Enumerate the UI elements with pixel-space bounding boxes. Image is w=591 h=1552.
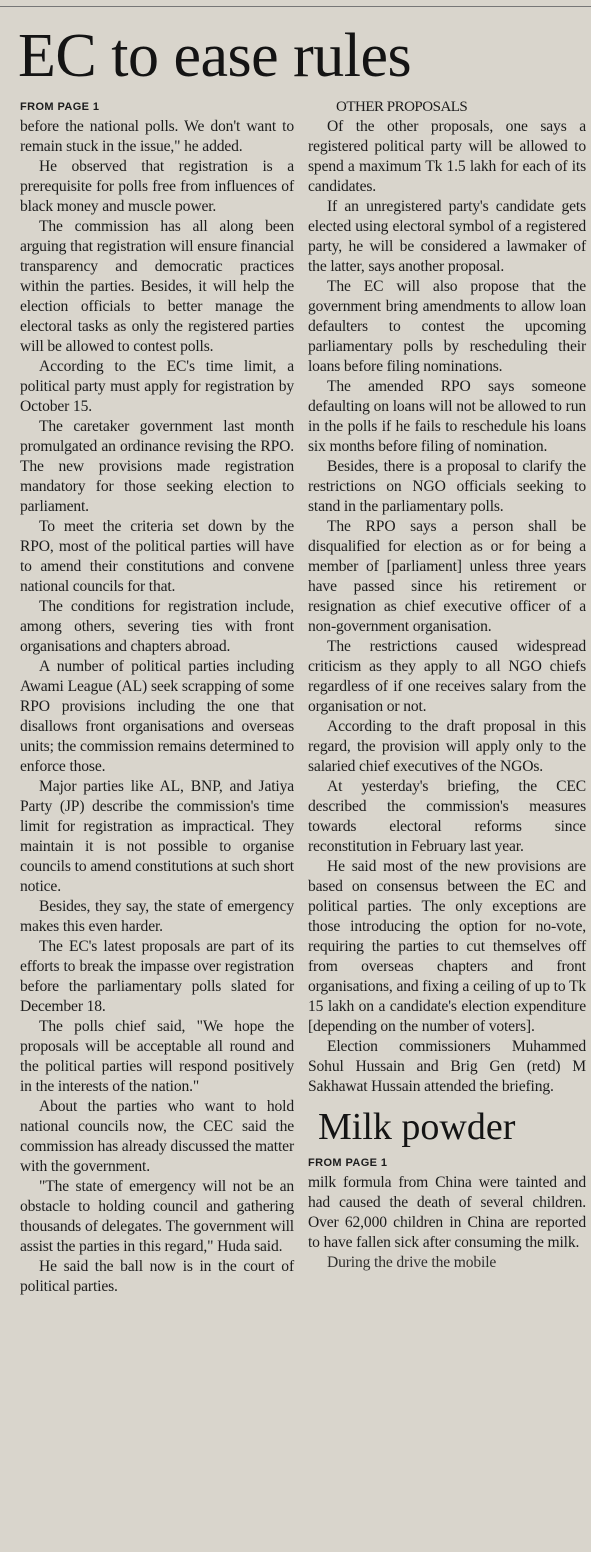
article-paragraph: About the parties who want to hold national councils now, the CEC said the commission has already discussed the matter with the government.	[20, 1098, 294, 1175]
article-paragraph: The caretaker government last month promulgated an ordinance revising the RPO. The new provisions made registration mandatory for those seeking election to parliament.	[20, 418, 294, 515]
article-paragraph: If an unregistered party's candidate gets elected using electoral symbol of a registered party, he will be considered a lawmaker of the latter, says another proposal.	[308, 198, 586, 275]
article-paragraph: Of the other proposals, one says a registered political party will be allowed to spend a maximum Tk 1.5 lakh for each of its candidates.	[308, 118, 586, 195]
article-paragraph: Besides, there is a proposal to clarify the restrictions on NGO officials seeking to stand in the parliamentary polls.	[308, 458, 586, 515]
article-paragraph: The amended RPO says someone defaulting on loans will not be allowed to run in the polls if he fails to reschedule his loans six months before filing of nomination.	[308, 378, 586, 455]
right-column	[308, 97, 586, 1273]
article-paragraph: The EC will also propose that the government bring amendments to allow loan defaulters to contest the upcoming parliamentary polls by rescheduling their loans before filing nominations.	[308, 278, 586, 375]
article-paragraph: A number of political parties including Awami League (AL) seek scrapping of some RPO provisions including the one that disallows front organisations and overseas units; the commission remains determined to enforce those.	[20, 658, 294, 775]
article-paragraph: According to the draft proposal in this regard, the provision will apply only to the salaried chief executives of the NGOs.	[308, 718, 586, 775]
article-paragraph: The polls chief said, "We hope the proposals will be acceptable all round and the political parties will respond positively in the interests of the nation."	[20, 1018, 294, 1095]
article-paragraph: The commission has all along been arguing that registration will ensure financial transparency and democratic practices within the parties. Besides, it will help the election officials to better manage the electoral tasks as only the registered parties will be allowed to contest polls.	[20, 218, 294, 355]
left-column	[20, 97, 294, 1297]
from-page-kicker: FROM PAGE 1	[20, 101, 100, 113]
article-paragraph: At yesterday's briefing, the CEC described the commission's measures towards electoral reforms since reconstitution in February last year.	[308, 778, 586, 855]
article-paragraph: During the drive the mobile	[327, 1254, 497, 1271]
article-paragraph: "The state of emergency will not be an obstacle to holding council and gathering thousands of delegates. The government will assist the parties in this regard," Huda said.	[20, 1178, 294, 1255]
second-article-headline: Milk powder	[318, 1106, 516, 1148]
article-headline: EC to ease rules	[18, 22, 412, 90]
article-paragraph: before the national polls. We don't want to remain stuck in the issue," he added.	[20, 118, 294, 155]
article-paragraph: According to the EC's time limit, a political party must apply for registration by October 15.	[20, 358, 294, 415]
top-rule	[0, 6, 591, 7]
article-paragraph: The conditions for registration include, among others, severing ties with front organisations and chapters abroad.	[20, 598, 294, 655]
article-paragraph: milk formula from China were tainted and had caused the death of several children. Over 62,000 children in China are reported to have fallen sick after consuming the milk.	[308, 1174, 586, 1251]
section-subhead: OTHER PROPOSALS	[336, 99, 468, 115]
article-paragraph: To meet the criteria set down by the RPO, most of the political parties will have to amend their constitutions and convene national councils for that.	[20, 518, 294, 595]
article-paragraph: Election commissioners Muhammed Sohul Hussain and Brig Gen (retd) M Sakhawat Hussain attended the briefing.	[308, 1038, 586, 1095]
article-paragraph: Major parties like AL, BNP, and Jatiya Party (JP) describe the commission's time limit for registration as impractical. They maintain it is not possible to organise councils to amend constitutions at such short notice.	[20, 778, 294, 895]
article-paragraph: Besides, they say, the state of emergency makes this even harder.	[20, 898, 294, 935]
article-paragraph: The EC's latest proposals are part of its efforts to break the impasse over registration before the parliamentary polls slated for December 18.	[20, 938, 294, 1015]
article-paragraph: He said most of the new provisions are based on consensus between the EC and political parties. The only exceptions are those introducing the option for no-vote, requiring the parties to cut themselves off from overseas chapters and front organisations, and fixing a ceiling of up to Tk 15 lakh on a candidate's election expenditure [depending on the number of voters].	[308, 858, 586, 1035]
article-paragraph: The RPO says a person shall be disqualified for election as or for being a member of [parliament] unless three years have passed since his retirement or resignation as chief executive officer of a non-government organisation.	[308, 518, 586, 635]
second-article-kicker: FROM PAGE 1	[308, 1157, 388, 1169]
article-paragraph: He said the ball now is in the court of political parties.	[20, 1258, 294, 1295]
article-paragraph: The restrictions caused widespread criticism as they apply to all NGO chiefs regardless of if one receives salary from the organisation or not.	[308, 638, 586, 715]
article-paragraph: He observed that registration is a prerequisite for polls free from influences of black money and muscle power.	[20, 158, 294, 215]
